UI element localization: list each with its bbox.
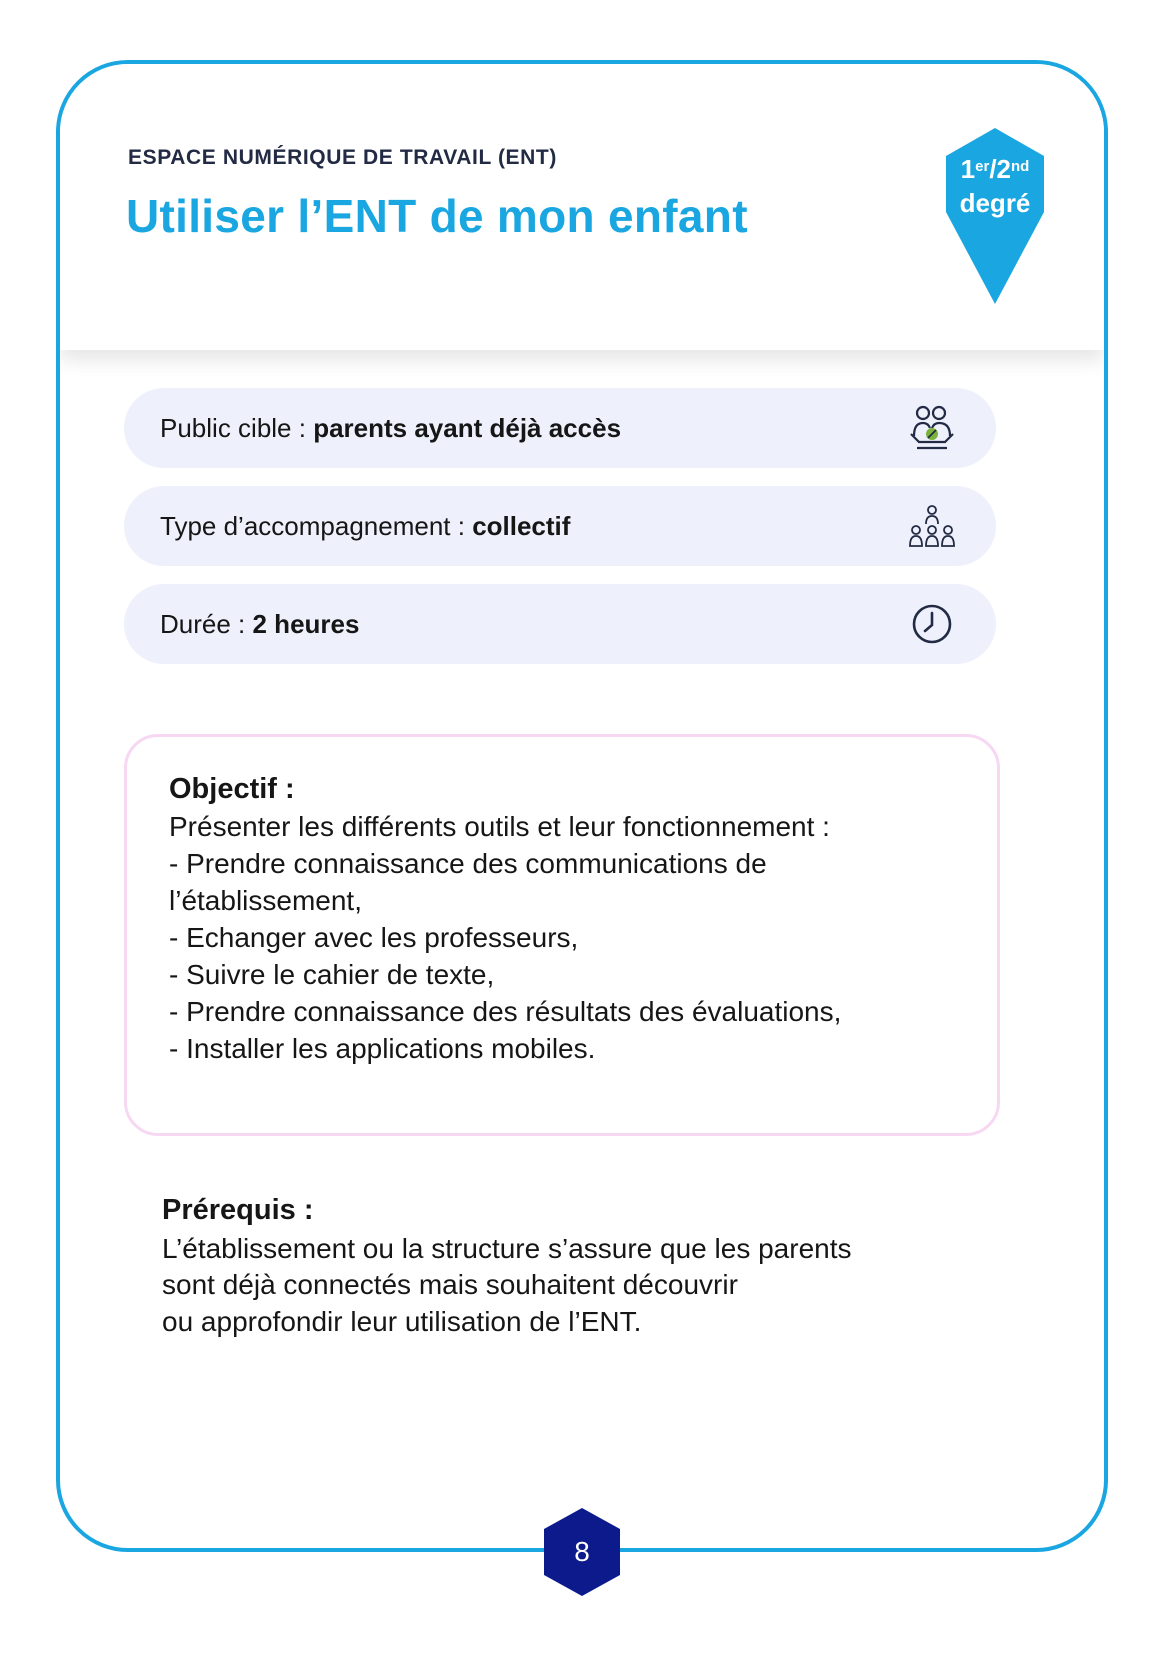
info-duree-label: Durée :: [160, 609, 253, 639]
info-row-public: [124, 388, 996, 468]
info-row-duree: [124, 584, 996, 664]
prereq-line: L’établissement ou la structure s’assure que les parents: [162, 1233, 852, 1264]
objective-line: - Suivre le cahier de texte,: [169, 959, 495, 990]
objective-line: - Echanger avec les professeurs,: [169, 922, 579, 953]
objective-heading: Objectif :: [169, 773, 295, 805]
objective-line: - Prendre connaissance des communications de: [169, 848, 767, 879]
page-title: Utiliser l’ENT de mon enfant: [126, 190, 748, 242]
info-type-text: [160, 486, 570, 566]
fiche-card: [56, 60, 1108, 1552]
page-number: 8: [574, 1536, 590, 1567]
info-public-label: Public cible :: [160, 413, 314, 443]
prereq-heading: Prérequis :: [162, 1194, 314, 1226]
info-duree-value: 2 heures: [252, 609, 360, 639]
objective-line: Présenter les différents outils et leur fonctionnement :: [169, 811, 830, 842]
info-type-value: collectif: [472, 511, 571, 541]
objective-line: l’établissement,: [169, 885, 362, 916]
objective-line: - Prendre connaissance des résultats des évaluations,: [169, 996, 842, 1027]
prereq-line: ou approfondir leur utilisation de l’ENT.: [162, 1306, 642, 1337]
parents-child-icon: [906, 404, 958, 452]
clock-icon: [906, 600, 958, 648]
objective-line: - Installer les applications mobiles.: [169, 1033, 596, 1064]
degree-badge-text: 1er/2nd degré: [959, 154, 1031, 218]
info-type-label: Type d’accompagnement :: [160, 511, 473, 541]
objective-box: [124, 734, 1000, 1136]
degree-badge: [942, 126, 1048, 308]
info-public-text: [160, 388, 621, 468]
category-label: ESPACE NUMÉRIQUE DE TRAVAIL (ENT): [128, 146, 557, 169]
info-duree-text: [160, 584, 359, 664]
info-public-value: parents ayant déjà accès: [313, 413, 622, 443]
page-number-badge: [542, 1506, 622, 1598]
header: [60, 64, 1104, 350]
group-icon: [906, 502, 958, 550]
prereq-line: sont déjà connectés mais souhaitent découvrir: [162, 1269, 738, 1300]
info-row-type: [124, 486, 996, 566]
